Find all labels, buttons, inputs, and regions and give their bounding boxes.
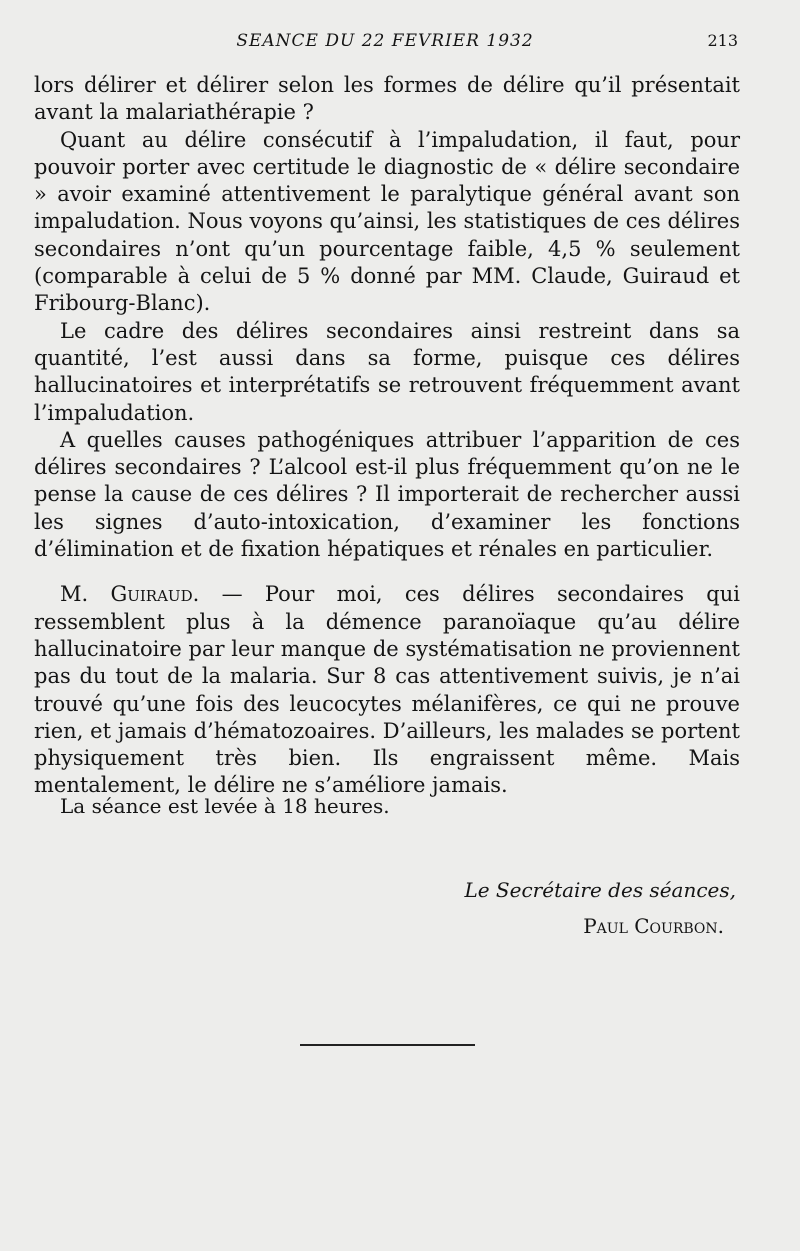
running-title: SEANCE DU 22 FEVRIER 1932 xyxy=(236,31,534,51)
section-divider xyxy=(300,1044,475,1046)
paragraph-impaludation: Quant au délire consécutif à l’impaludation, il faut, pour pouvoir porter avec certitude le diagnostic de « délire secondaire » avoir examiné attentivement le paralytique général avant son impaludation. Nous voyons qu’ainsi, les statistiques de ces délires secondaires n’ont qu’un pourcentage faible, 4,5 % seulement (comparable à celui de 5 % donné par MM. Claude, Guiraud et Fribourg-Blanc). xyxy=(34,127,740,316)
signature-name: Paul Courbon. xyxy=(583,914,724,938)
paragraph-guiraud xyxy=(34,581,740,799)
paragraph-continuation: lors délirer et délirer selon les formes de délire qu’il présentait avant la malariathérapie ? xyxy=(34,73,740,125)
signature-role: Le Secrétaire des séances, xyxy=(464,878,736,902)
speaker-name: M. Guiraud. xyxy=(60,582,200,607)
paragraph-causes: A quelles causes pathogéniques attribuer l’apparition de ces délires secondaires ? L’alcool est-il plus fréquemment qu’on ne le pense la cause de ces délires ? Il importerait de rechercher aussi les signes d’auto-intoxication, d’examiner les fonctions d’élimination et de fixation hépatiques et rénales en particulier. xyxy=(34,427,740,562)
paragraph-cadre: Le cadre des délires secondaires ainsi restreint dans sa quantité, l’est aussi dans sa forme, puisque ces délires hallucinatoires et interprétatifs se retrouvent fréquemment avant l’impaludation. xyxy=(34,318,740,425)
body-text xyxy=(34,72,740,800)
signature-block xyxy=(464,872,736,944)
running-head xyxy=(0,28,800,54)
closing-line: La séance est levée à 18 heures. xyxy=(60,794,390,818)
page-number: 213 xyxy=(707,31,738,50)
speaker-remark: — Pour moi, ces délires secondaires qui ressemblent plus à la démence paranoïaque qu’au délire hallucinatoire par leur manque de systématisation ne proviennent pas du tout de la malaria. Sur 8 cas attentivement suivis, je n’ai trouvé qu’une fois des leucocytes mélanifères, ce qui ne prouve rien, et jamais d’hématozoaires. D’ailleurs, les malades se portent physiquement très bien. Ils engraissent même. Mais mentalement, le délire ne s’améliore jamais. xyxy=(34,582,740,798)
